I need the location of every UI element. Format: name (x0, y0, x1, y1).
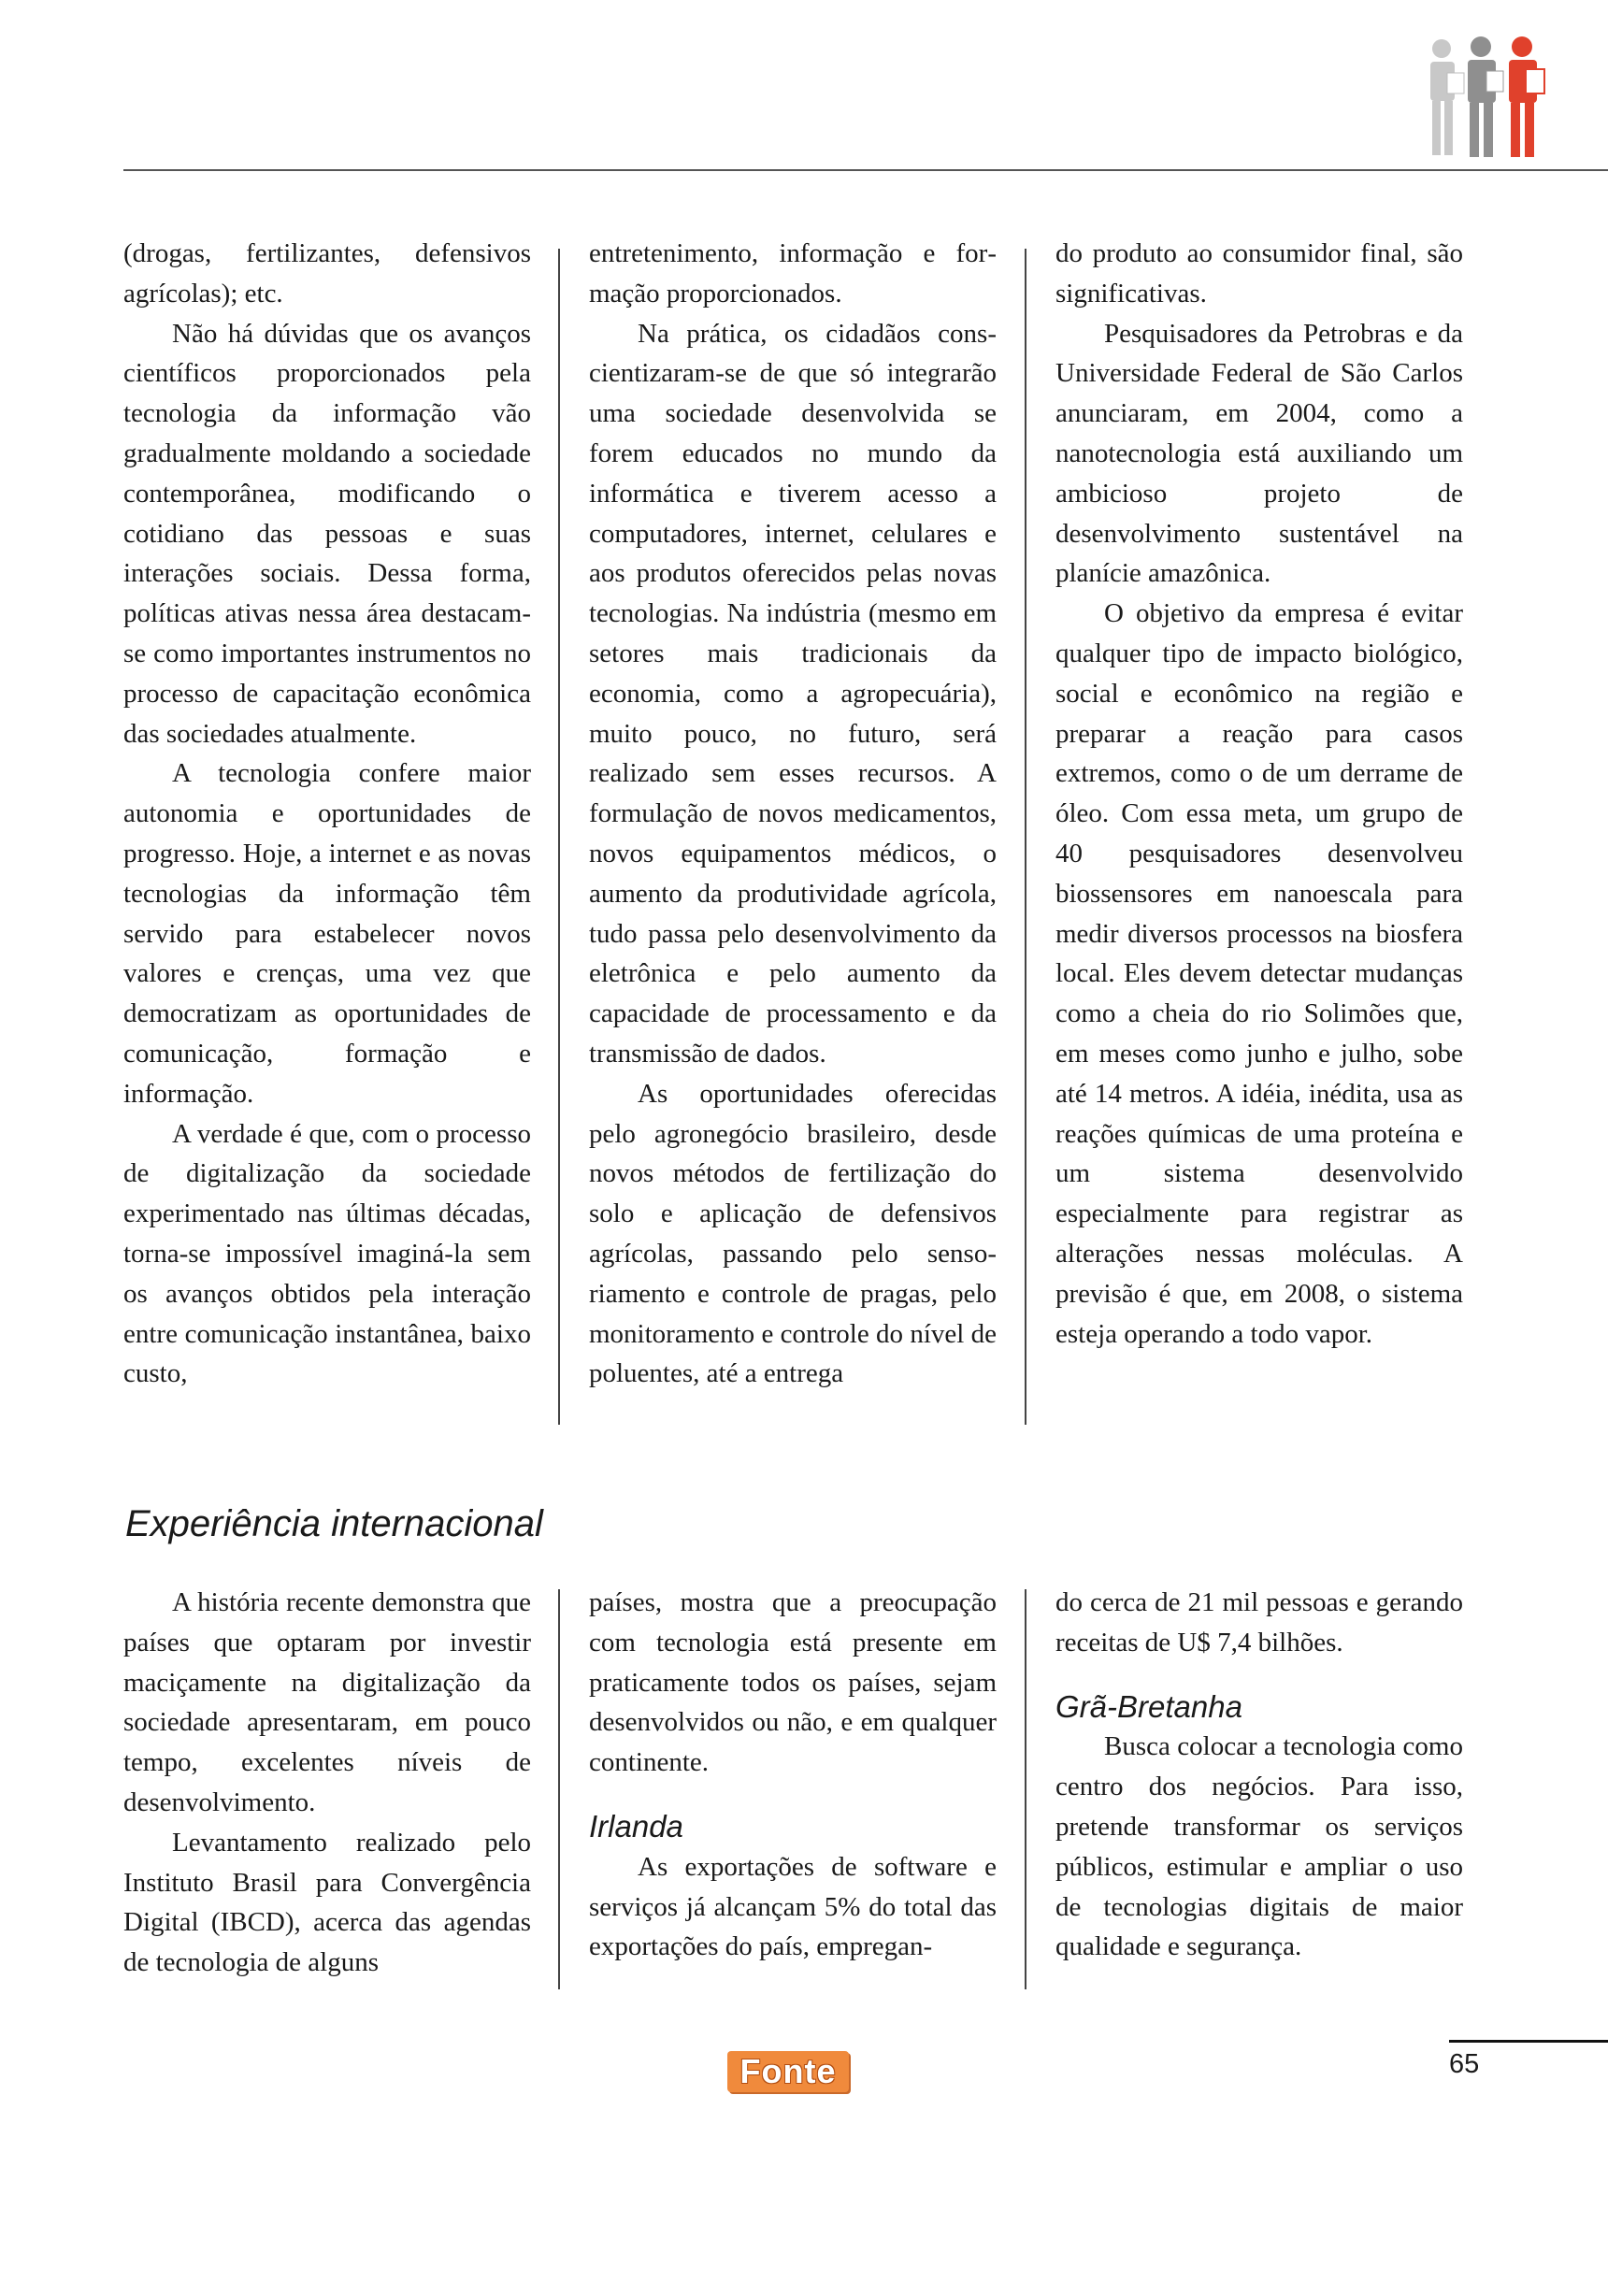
paragraph: Na prática, os cidadãos conscientizaram-se de que só integrarão uma sociedade desenvolvida se forem educados no mundo da informática e tiverem acesso a computadores, internet, celulares e aos produtos oferecidos pelas novas tecnologias. Na indústria (mesmo em setores mais tradicionais da economia, como a agropecuária), muito pouco, no futuro, será realizado sem esses recursos. A formulação de novos medicamentos, novos equipamentos médicos, o aumento da produtividade agrícola, tudo passa pelo desenvolvimento da eletrônica e pelo aumento da capacidade de processamento e da transmissão de dados. (589, 318, 997, 1069)
section2-column-2 (589, 1583, 997, 1967)
three-people-logo-icon (1419, 36, 1556, 172)
paragraph: As exportações de software e serviços já alcançam 5% do total das exportações do país, empregan- (589, 1851, 997, 1962)
paragraph: do cerca de 21 mil pessoas e gerando receitas de U$ 7,4 bilhões. (1055, 1587, 1463, 1657)
section1-column-2 (589, 234, 997, 1394)
footer-rule (1449, 2040, 1608, 2043)
paragraph: As oportunidades oferecidas pelo agronegócio brasileiro, desde novos métodos de fertilização do solo e aplicação de defensivos agrícolas, passando pelo sensoriamento e controle de pragas, pelo monitoramento e controle do nível de poluentes, até a entrega (589, 1078, 997, 1389)
section2-column-1 (123, 1583, 531, 1983)
paragraph: A história recente demonstra que países que optaram por investir maciçamente na digitalização da sociedade apresentaram, em pouco tempo, excelentes níveis de desenvolvimento. (123, 1587, 531, 1817)
subheading-irlanda: Irlanda (589, 1808, 683, 1844)
paragraph: (drogas, fertilizantes, defensivos agrícolas); etc. (123, 238, 531, 309)
paragraph: Não há dúvidas que os avanços científicos proporcionados pela tecnologia da informação vão gradualmente moldando a sociedade contemporânea, modificando o cotidiano das pessoas e suas interações sociais. Dessa forma, políticas ativas nessa área destacam-se como importantes instrumentos no processo de capacitação econômica das sociedades atualmente. (123, 318, 531, 749)
paragraph: Pesquisadores da Petrobras e da Universidade Federal de São Carlos anunciaram, em 2004, como a nanotecnologia está auxiliando um ambicioso projeto de desenvolvimento sustentável na planície amazônica. (1055, 318, 1463, 589)
subheading-gra-bretanha: Grã-Bretanha (1055, 1688, 1242, 1724)
paragraph: Levantamento realizado pelo Instituto Brasil para Convergência Digital (IBCD), acerca das agendas de tecnologia de alguns (123, 1827, 531, 1978)
column-divider (1025, 1589, 1026, 1989)
header-rule (123, 169, 1608, 171)
column-divider (1025, 249, 1026, 1425)
section-heading: Experiência internacional (125, 1503, 543, 1544)
paragraph: A tecnologia confere maior autonomia e oportunidades de progresso. Hoje, a internet e as novas tecnologias da informação têm servido para estabelecer novos valores e crenças, uma vez que democratizam as oportunidades de comunicação, formação e informação. (123, 758, 531, 1109)
section1-column-1 (123, 234, 531, 1394)
paragraph: A verdade é que, com o processo de digitalização da sociedade experimentado nas últimas décadas, torna-se impossível imaginá-la sem os avanços obtidos pela interação entre comunicação instantânea, baixo custo, (123, 1118, 531, 1389)
column-divider (558, 249, 560, 1425)
page-number: 65 (1449, 2049, 1480, 2079)
section1-column-3 (1055, 234, 1463, 1354)
section2-column-3 (1055, 1583, 1463, 1967)
paragraph: do produto ao consumidor final, são significativas. (1055, 238, 1463, 309)
column-divider (558, 1589, 560, 1989)
paragraph: Busca colocar a tecnologia como centro dos negócios. Para isso, pretende transformar os serviços públicos, estimular e ampliar o uso de tecnologias digitais de maior qualidade e segurança. (1055, 1731, 1463, 1962)
paragraph: países, mostra que a preocupação com tecnologia está presente em praticamente todos os países, sejam desenvolvidos ou não, e em qualquer continente. (589, 1587, 997, 1778)
paragraph: entretenimento, informação e formação proporcionados. (589, 238, 997, 309)
fonte-logo: Fonte (727, 2051, 849, 2092)
paragraph: O objetivo da empresa é evitar qualquer tipo de impacto biológico, social e econômico na região e preparar a reação para casos extremos, como o de um derrame de óleo. Com essa meta, um grupo de 40 pesquisadores desenvolveu biossensores em nanoescala para medir diversos processos na biosfera local. Eles devem detectar mudanças como a cheia do rio Solimões que, em meses como junho e julho, sobe até 14 metros. A idéia, inédita, usa as reações químicas de uma proteína e um sistema desenvolvido especialmente para registrar as alterações nessas moléculas. A previsão é que, em 2008, o sistema esteja operando a todo vapor. (1055, 598, 1463, 1349)
